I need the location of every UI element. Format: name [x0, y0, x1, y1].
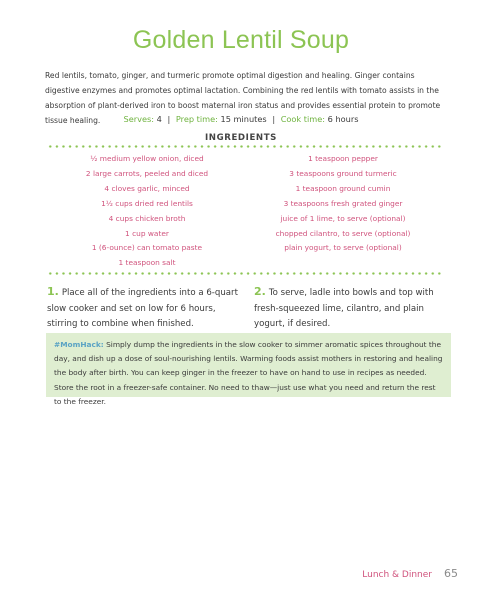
ingredient-item: 1 teaspoon ground cumin: [295, 183, 391, 193]
serves-value: 4: [156, 114, 162, 124]
ingredient-item: plain yogurt, to serve (optional): [284, 243, 402, 253]
ingredient-item: 3 teaspoons ground turmeric: [289, 168, 397, 178]
ingredients-right-column: [248, 152, 438, 256]
step-text: Place all of the ingredients into a 6-quart slow cooker and set on low for 6 hours, stirring to combine when finished.: [47, 288, 238, 329]
meta-separator: |: [167, 114, 171, 124]
meta-separator: |: [272, 114, 276, 124]
mom-hack-tip-box: [46, 333, 451, 406]
step-number: 2.: [254, 285, 266, 298]
tip-tag: #MomHack:: [54, 340, 104, 349]
step-text: To serve, ladle into bowls and top with fresh-squeezed lime, cilantro, and plain yogurt, if desired.: [254, 288, 434, 329]
ingredients-heading: INGREDIENTS: [205, 133, 277, 143]
recipe-intro: Red lentils, tomato, ginger, and turmeric promote optimal digestion and healing. Ginger contains digestive enzymes and promotes optimal lactation. Combining the red lentils with tomato assists in the absorption of plant-derived iron to boost maternal iron status and provides essential protein to promote tissue healing.: [45, 71, 441, 125]
ingredient-item: juice of 1 lime, to serve (optional): [280, 213, 406, 223]
step-number: 1.: [47, 285, 59, 298]
ingredient-item: ½ medium yellow onion, diced: [90, 154, 204, 163]
ingredient-item: 4 cups chicken broth: [108, 213, 186, 223]
dotted-divider: [47, 145, 442, 148]
cook-value: 6 hours: [327, 114, 359, 124]
cook-label: Cook time:: [280, 114, 326, 124]
ingredient-item: chopped cilantro, to serve (optional): [275, 228, 411, 238]
serves-label: Serves:: [123, 114, 155, 124]
prep-value: 15 minutes: [220, 114, 267, 124]
footer-section: Lunch & Dinner: [362, 570, 432, 580]
step-2: [254, 284, 454, 333]
ingredients-left-column: [52, 152, 242, 271]
ingredient-item: 1 cup water: [125, 228, 169, 238]
ingredient-item: 4 cloves garlic, minced: [104, 183, 190, 193]
recipe-title: Golden Lentil Soup: [132, 26, 350, 54]
page-number: 65: [444, 567, 458, 580]
ingredient-item: 1 teaspoon pepper: [308, 154, 378, 163]
ingredient-item: 1 teaspoon salt: [118, 258, 176, 268]
step-1: [47, 284, 247, 333]
ingredient-item: 1 (6-ounce) can tomato paste: [91, 243, 203, 253]
ingredient-item: 3 teaspoons fresh grated ginger: [283, 198, 403, 208]
tip-text: Simply dump the ingredients in the slow cooker to simmer aromatic spices throughout the day, and dish up a dose of soul-nourishing lentils. Warming foods assist mothers in restoring and healing the body after birth. You can keep ginger in the freezer to have on hand to use in recipes as needed. Store the root in a freezer-safe container. No need to thaw—just use what you need and return the rest to the freezer.: [54, 340, 443, 406]
recipe-meta: [0, 114, 482, 124]
prep-label: Prep time:: [175, 114, 218, 124]
page-footer: [362, 567, 458, 580]
ingredient-item: 2 large carrots, peeled and diced: [85, 168, 209, 178]
ingredient-item: 1½ cups dried red lentils: [101, 198, 193, 208]
dotted-divider: [47, 272, 442, 275]
